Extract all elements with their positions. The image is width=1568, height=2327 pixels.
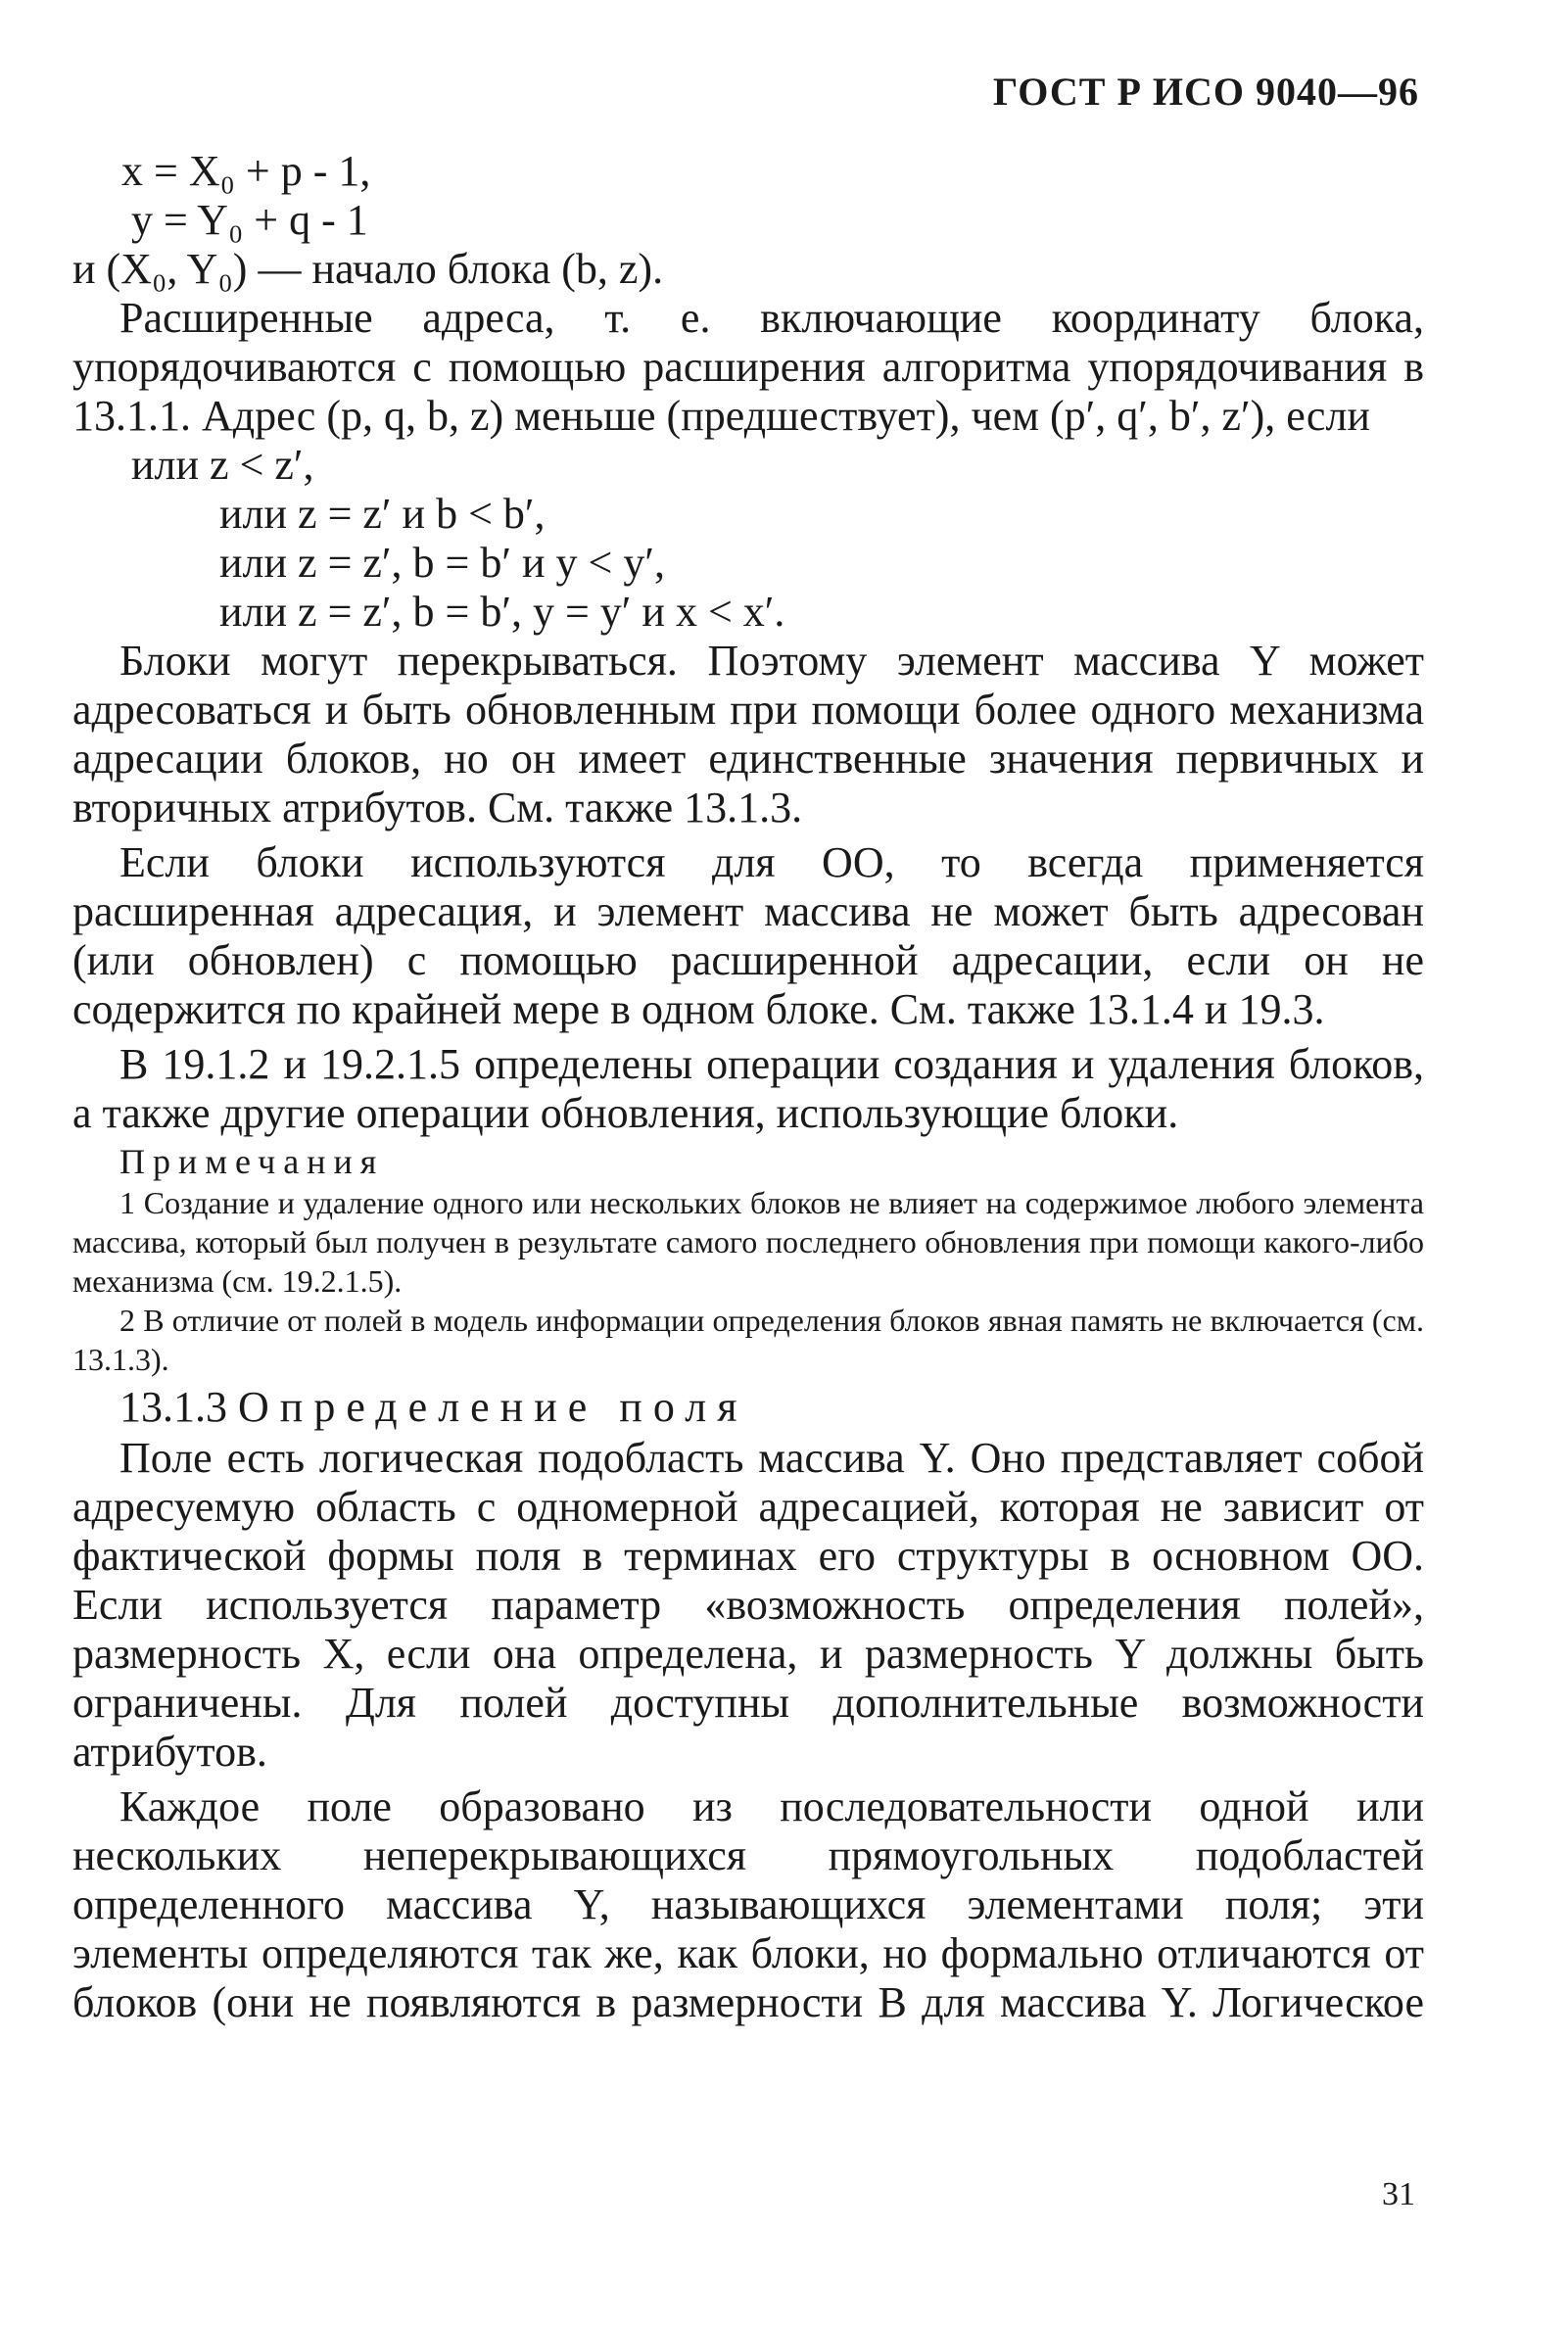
condition-4: или z = z′, b = b′, y = y′ и x < x′.: [219, 588, 785, 636]
formula-block-start: и (X₀, Y₀) — начало блока (b, z).: [72, 245, 664, 293]
condition-1: или z < z′,: [131, 441, 314, 489]
paragraph-extended-addresses: Расширенные адреса, т. е. включающие координату блока, упорядочиваются с помощью расширения алгоритма упорядочивания в 13.1.1. Адрес (p, q, b, z) меньше (предшествует), чем (p′, q′, b′, z′), если: [72, 294, 1424, 440]
page-content: [72, 147, 1424, 2027]
condition-2: или z = z′ и b < b′,: [219, 490, 546, 538]
paragraph-field-definition: Поле есть логическая подобласть массива Y. Оно представляет собой адресуемую область с одномерной адресацией, которая не зависит от фактической формы поля в терминах его структуры в основном ОО. Если используется параметр «возможность определения полей», размерность X, если она определена, и размерность Y должны быть ограничены. Для полей доступны дополнительные возможности атрибутов.: [72, 1434, 1424, 1776]
formula-x: x = X₀ + p - 1,: [121, 147, 371, 195]
section-heading: [72, 1383, 1424, 1432]
paragraph-blocks-for-oo: Если блоки используются для ОО, то всегда применяется расширенная адресация, и элемент массива не может быть адресован (или обновлен) с помощью расширенной адресации, если он не содержится по крайней мере в одном блоке. См. также 13.1.4 и 19.3.: [72, 838, 1424, 1033]
page-number: 31: [1382, 2176, 1415, 2212]
paragraph-block-operations: В 19.1.2 и 19.2.1.5 определены операции создания и удаления блоков, а также другие операции обновления, использующие блоки.: [72, 1040, 1424, 1137]
condition-3: или z = z′, b = b′ и y < y′,: [219, 539, 665, 587]
formula-y: y = Y₀ + q - 1: [131, 196, 368, 244]
note-2: 2 В отличие от полей в модель информации определения блоков явная память не включается (см. 13.1.3).: [72, 1303, 1424, 1377]
document-header: ГОСТ Р ИСО 9040—96: [992, 70, 1419, 114]
section-number: 13.1.3: [119, 1383, 227, 1431]
note-1: 1 Создание и удаление одного или нескольких блоков не влияет на содержимое любого элемента массива, который был получен в результате самого последнего обновления при помощи какого-либо механизма (см. 19.2.1.5).: [72, 1185, 1424, 1299]
section-title: Определение поля: [238, 1383, 748, 1431]
paragraph-blocks-overlap: Блоки могут перекрываться. Поэтому элемент массива Y может адресоваться и быть обновленным при помощи более одного механизма адресации блоков, но он имеет единственные значения первичных и вторичных атрибутов. См. также 13.1.3.: [72, 637, 1424, 831]
paragraph-field-elements: Каждое поле образовано из последовательности одной или нескольких неперекрывающихся прямоугольных подобластей определенного массива Y, называющихся элементами поля; эти элементы определяются так же, как блоки, но формально отличаются от блоков (они не появляются в размерности B для массива Y. Логическое: [72, 1782, 1424, 2026]
notes-heading: Примечания: [119, 1142, 385, 1181]
